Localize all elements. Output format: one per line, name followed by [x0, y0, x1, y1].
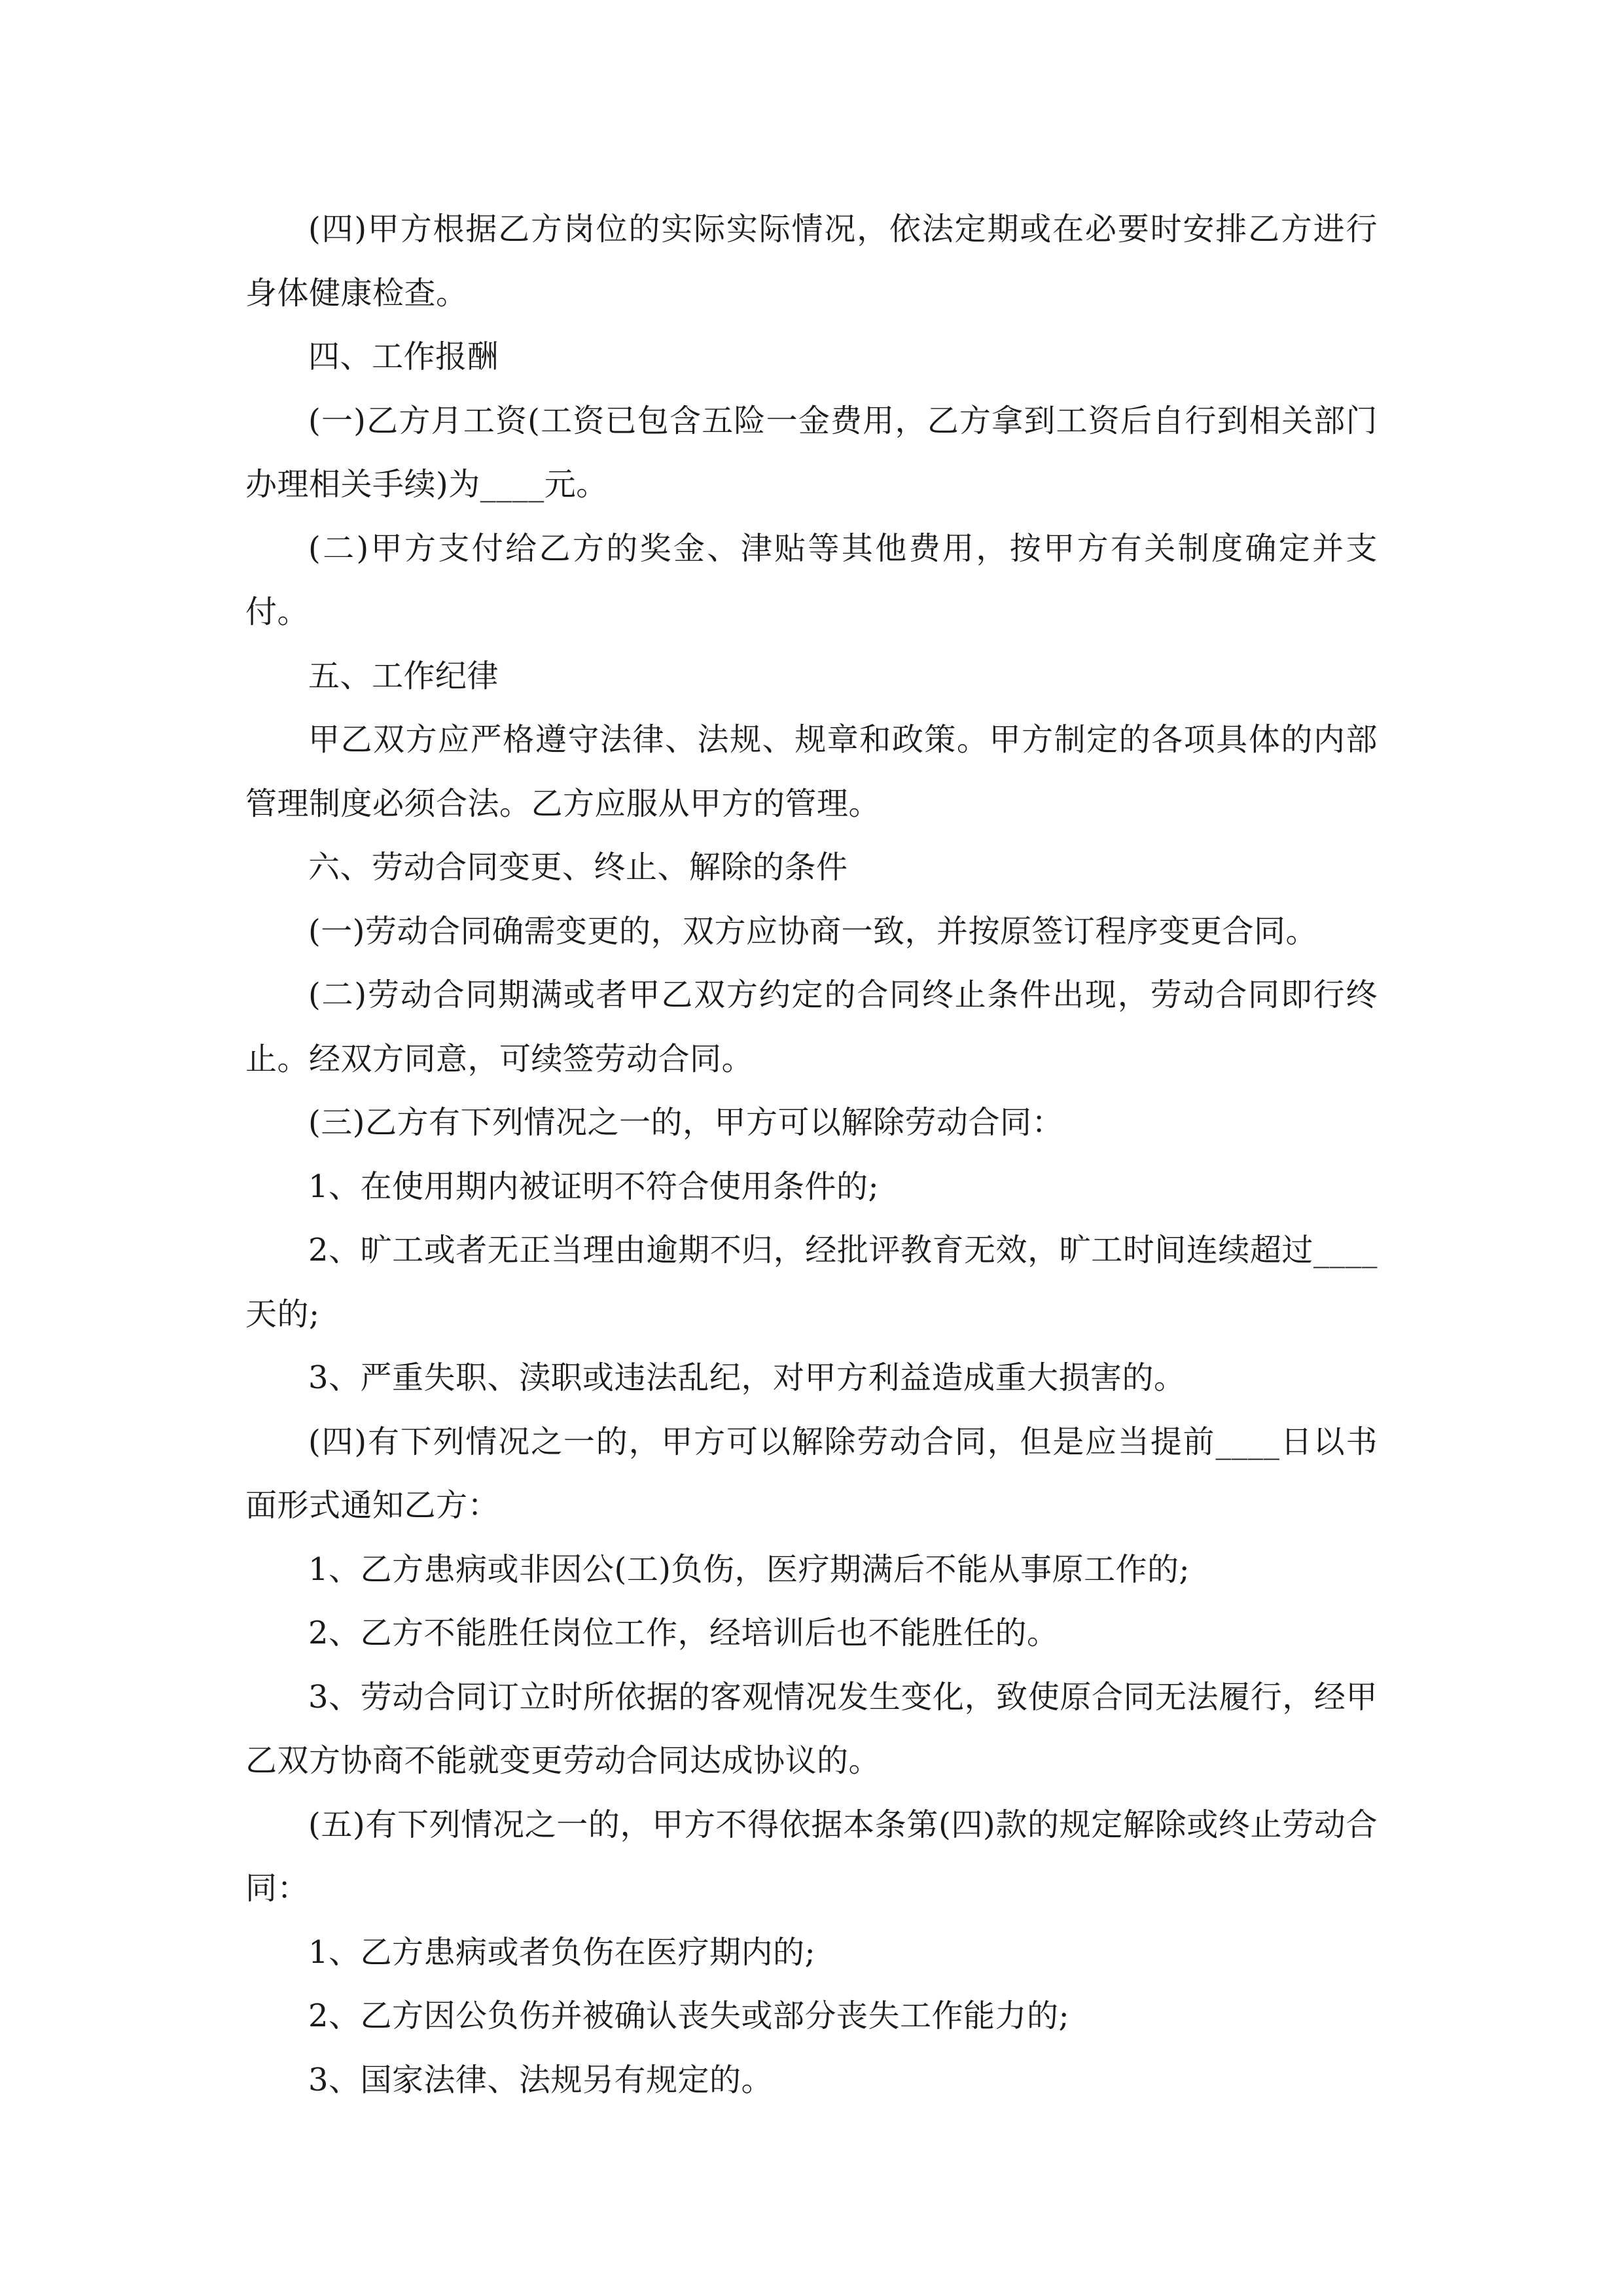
- paragraph-dismissal-conditions: (三)乙方有下列情况之一的，甲方可以解除劳动合同：: [308, 1104, 1063, 1141]
- paragraph-bonus: (二)甲方支付给乙方的奖金、津贴等其他费用，按甲方有关制度确定并支付。: [245, 529, 1378, 630]
- list-item: 2、乙方不能胜任岗位工作，经培训后也不能胜任的。: [308, 1615, 1059, 1651]
- section-heading-discipline: 五、工作纪律: [308, 657, 499, 694]
- paragraph-discipline: 甲乙双方应严格遵守法律、法规、规章和政策。甲方制定的各项具体的内部管理制度必须合法。乙方应服从甲方的管理。: [245, 721, 1378, 822]
- section-heading-remuneration: 四、工作报酬: [308, 338, 499, 375]
- paragraph-health-check: (四)甲方根据乙方岗位的实际实际情况，依法定期或在必要时安排乙方进行身体健康检查。: [245, 211, 1378, 312]
- list-item: 1、在使用期内被证明不符合使用条件的;: [308, 1168, 880, 1205]
- list-item: 1、乙方患病或者负伤在医疗期内的;: [308, 1933, 816, 1971]
- paragraph-monthly-salary: (一)乙方月工资(工资已包含五险一金费用，乙方拿到工资后自行到相关部门办理相关手续)为____元。: [245, 402, 1378, 503]
- list-item: 2、旷工或者无正当理由逾期不归，经批评教育无效，旷工时间连续超过____天的;: [245, 1232, 1378, 1333]
- paragraph-contract-termination: (二)劳动合同期满或者甲乙双方约定的合同终止条件出现，劳动合同即行终止。经双方同意，可续签劳动合同。: [245, 977, 1378, 1077]
- list-item: 3、严重失职、渎职或违法乱纪，对甲方利益造成重大损害的。: [308, 1359, 1186, 1396]
- paragraph-notice-dismissal: (四)有下列情况之一的，甲方可以解除劳动合同，但是应当提前____日以书面形式通知乙方：: [245, 1423, 1378, 1524]
- list-item: 3、劳动合同订立时所依据的客观情况发生变化，致使原合同无法履行，经甲乙双方协商不能就变更劳动合同达成协议的。: [245, 1678, 1378, 1779]
- paragraph-contract-change: (一)劳动合同确需变更的，双方应协商一致，并按原签订程序变更合同。: [308, 912, 1317, 950]
- section-heading-contract-changes: 六、劳动合同变更、终止、解除的条件: [308, 849, 848, 886]
- list-item: 3、国家法律、法规另有规定的。: [308, 2061, 774, 2098]
- list-item: 1、乙方患病或非因公(工)负伤，医疗期满后不能从事原工作的;: [308, 1551, 1190, 1588]
- list-item: 2、乙方因公负伤并被确认丧失或部分丧失工作能力的;: [308, 1998, 1070, 2034]
- document-body: [245, 198, 1378, 2112]
- paragraph-no-dismissal: (五)有下列情况之一的，甲方不得依据本条第(四)款的规定解除或终止劳动合同：: [245, 1806, 1378, 1907]
